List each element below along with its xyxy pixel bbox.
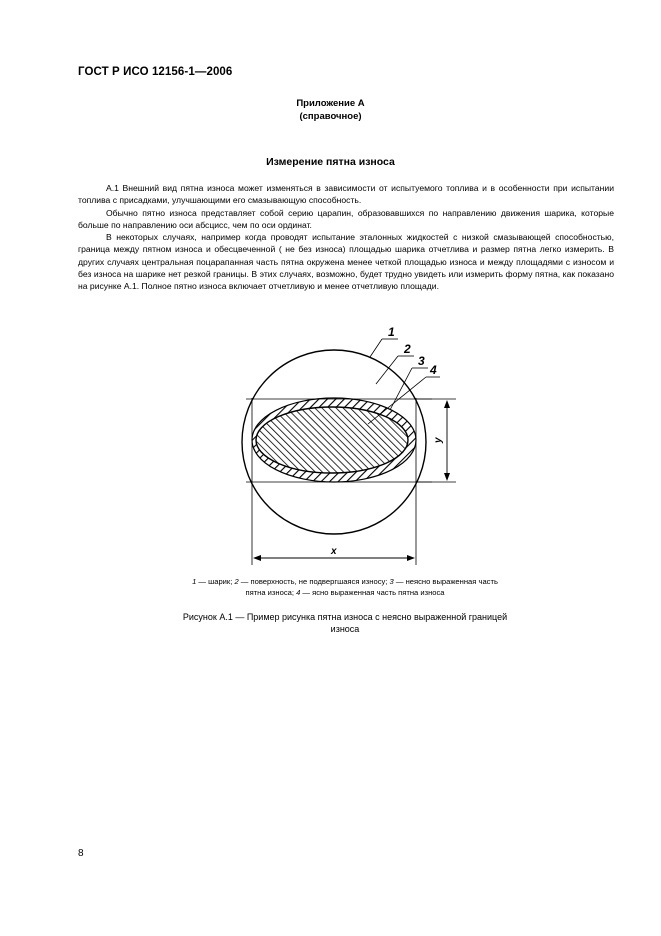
distinct-wear-area (256, 407, 408, 473)
callout-2: 2 (404, 342, 411, 356)
callout-4: 4 (430, 363, 437, 377)
figure-legend (0, 576, 661, 598)
legend-number: 3 (389, 577, 394, 586)
body-text (78, 182, 614, 293)
legend-text: — неясно выраженная часть (393, 577, 498, 586)
annex-heading (0, 97, 661, 123)
wear-scar-diagram (200, 322, 470, 572)
paragraph: A.1 Внешний вид пятна износа может изменяться в зависимости от испытуемого топлива и в особенности при испытании топлива с присадками, улучшающими его смазывающую способность. (78, 183, 614, 206)
page-number: 8 (78, 848, 84, 859)
legend-text: — ясно выраженная часть пятна износа (300, 588, 445, 597)
legend-text: — поверхность, не подвергшаяся износу; (238, 577, 390, 586)
axis-x-label: x (331, 546, 337, 557)
legend-number: 4 (296, 588, 301, 597)
section-title: Измерение пятна износа (266, 156, 395, 168)
standard-code-header: ГОСТ Р ИСО 12156-1—2006 (78, 66, 233, 78)
paragraph: В некоторых случаях, например когда проводят испытание эталонных жидкостей с низкой смазывающей способностью, граница между пятном износа и обесцвеченной ( не без износа) площадью шарика отчетлива и размер пятна легко измерить. В других случаях центральная поцарапанная часть пятна окружена менее четкой площадью износа и между площадями с износом и без износа на шарике нет резкой границы. В этих случаях, возможно, будет трудно увидеть или измерить форму пятна, как показано на рисунке A.1. Полное пятно износа включает отчетливую и менее отчетливую площади. (78, 232, 614, 292)
paragraph: Обычно пятно износа представляет собой серию царапин, образовавшихся по направлению движения шарика, которые больше по направлению оси абсцисс, чем по оси ординат. (78, 207, 614, 230)
callout-3: 3 (418, 354, 425, 368)
legend-line-2 (0, 587, 661, 598)
axis-y-label: y (433, 437, 444, 443)
annex-subtitle: (справочное) (299, 111, 362, 122)
legend-number: 2 (234, 577, 239, 586)
legend-line-1 (0, 576, 661, 587)
legend-number: 1 (192, 577, 197, 586)
legend-text: — шарик; (196, 577, 235, 586)
figure-caption (0, 611, 661, 635)
legend-text: пятна износа; (245, 588, 297, 597)
annex-title: Приложение A (296, 98, 365, 109)
caption-line: Рисунок A.1 — Пример рисунка пятна износа с неясно выраженной границей (182, 612, 508, 622)
caption-line: износа (330, 624, 360, 634)
callout-1: 1 (388, 325, 395, 339)
wear-scar-figure (200, 322, 470, 572)
